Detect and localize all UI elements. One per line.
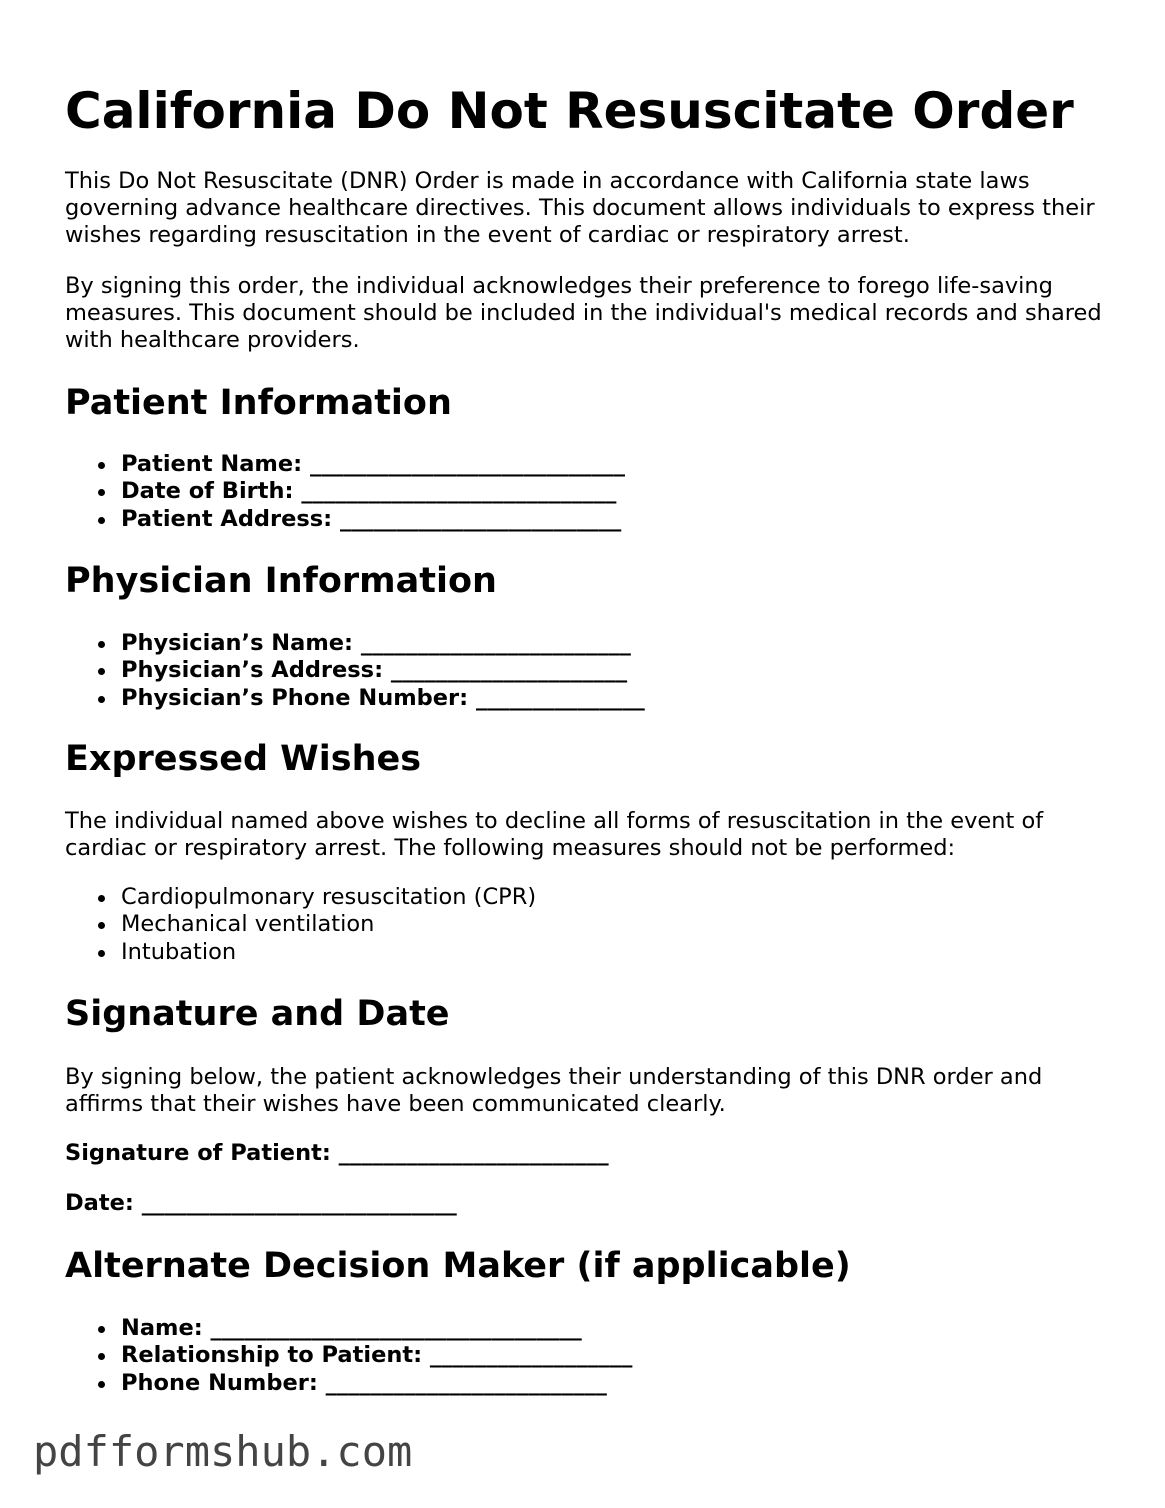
date-of-birth-field[interactable]: Date of Birth: ____________________________ <box>65 478 625 505</box>
physician-address-field[interactable]: Physician’s Address: _____________________ <box>65 657 645 684</box>
page-title: California Do Not Resuscitate Order <box>65 82 1074 140</box>
patient-name-field[interactable]: Patient Name: ____________________________ <box>65 451 625 478</box>
watermark-text: pdfformshub.com <box>33 1427 413 1476</box>
alternate-name-field[interactable]: Name: _________________________________ <box>65 1315 632 1342</box>
patient-address-field[interactable]: Patient Address: _________________________ <box>65 506 625 533</box>
signature-heading: Signature and Date <box>65 994 450 1034</box>
measure-item: Cardiopulmonary resuscitation (CPR) <box>65 884 536 911</box>
expressed-wishes-text: The individual named above wishes to decline all forms of resuscitation in the event of cardiac or respiratory arrest. The following measures should not be performed: <box>65 808 1044 861</box>
signature-date-field[interactable]: Date: ____________________________ <box>65 1190 457 1216</box>
physician-information-list <box>65 630 645 712</box>
expressed-wishes-heading: Expressed Wishes <box>65 739 422 779</box>
relationship-field[interactable]: Relationship to Patient: __________________ <box>65 1342 632 1369</box>
alternate-phone-field[interactable]: Phone Number: _________________________ <box>65 1370 632 1397</box>
intro-paragraph-1: This Do Not Resuscitate (DNR) Order is made in accordance with California state laws governing advance healthcare directives. This document allows individuals to express their wishes regarding resuscitation in the event of cardiac or respiratory arrest. <box>65 168 1095 248</box>
measures-list <box>65 884 536 966</box>
alternate-decision-maker-list <box>65 1315 632 1397</box>
measure-item: Mechanical ventilation <box>65 911 536 938</box>
patient-signature-field[interactable]: Signature of Patient: ________________________ <box>65 1140 609 1166</box>
patient-information-heading: Patient Information <box>65 383 452 423</box>
measure-item: Intubation <box>65 939 536 966</box>
patient-information-list <box>65 451 625 533</box>
intro-paragraph-2: By signing this order, the individual acknowledges their preference to forego life-saving measures. This document should be included in the individual's medical records and shared with healthcare providers. <box>65 273 1102 353</box>
signature-text: By signing below, the patient acknowledges their understanding of this DNR order and affirms that their wishes have been communicated clearly. <box>65 1064 1043 1117</box>
physician-information-heading: Physician Information <box>65 561 497 601</box>
physician-phone-field[interactable]: Physician’s Phone Number: _______________ <box>65 685 645 712</box>
physician-name-field[interactable]: Physician’s Name: ________________________ <box>65 630 645 657</box>
alternate-decision-maker-heading: Alternate Decision Maker (if applicable) <box>65 1246 851 1286</box>
